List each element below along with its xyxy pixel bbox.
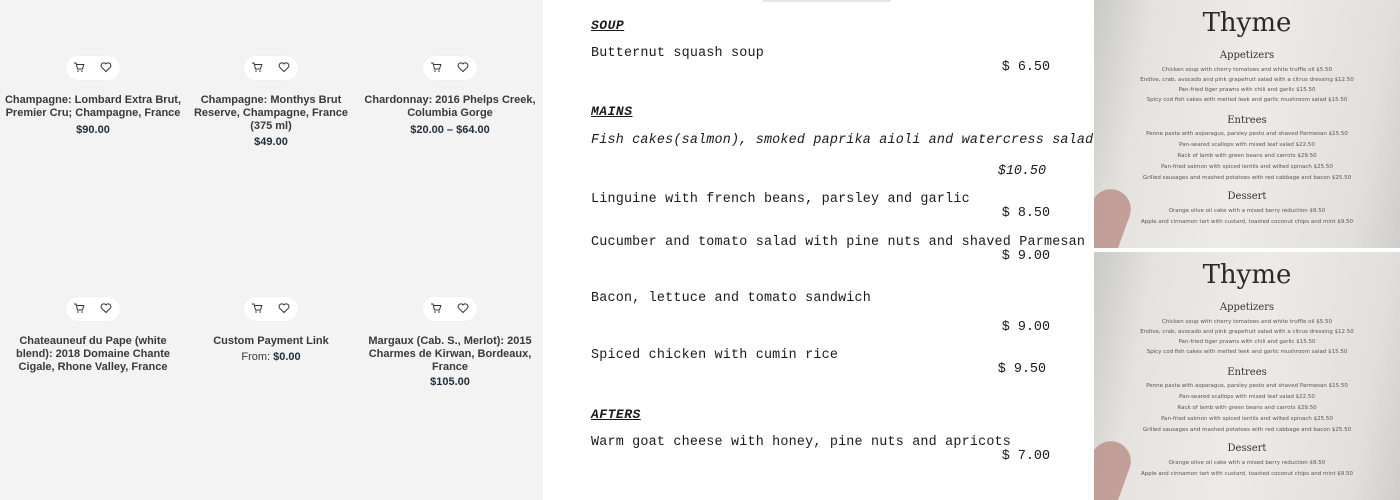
menu-item-name: Warm goat cheese with honey, pine nuts and apricots <box>591 435 1012 450</box>
product-actions <box>66 297 120 321</box>
product-title[interactable]: Margaux (Cab. S., Merlot): 2015 Charmes de Kirwan, Bordeaux, France <box>368 335 532 373</box>
photo-line: Spicy cod fish cakes with melted leek and garlic mushroom salad $15.50 <box>1146 349 1348 355</box>
photo-line: Grilled sausages and mashed potatoes with red cabbage and bacon $25.50 <box>1142 427 1352 433</box>
photo-heading-entrees: Entrees <box>1227 115 1267 126</box>
product-actions <box>244 56 298 80</box>
cart-icon[interactable] <box>430 61 444 75</box>
photo-heading-appetizers: Appetizers <box>1219 302 1275 313</box>
product-title[interactable]: Chardonnay: 2016 Phelps Creek, Columbia Gorge <box>364 94 536 119</box>
photo-line: Penne pasta with asparagus, parsley pesto and shaved Parmesan $15.50 <box>1146 131 1348 137</box>
cart-icon[interactable] <box>251 302 265 316</box>
menu-photo <box>1094 252 1400 500</box>
product-title[interactable]: Chateauneuf du Pape (white blend): 2018 Domaine Chante Cigale, Rhone Valley, France <box>15 335 171 373</box>
photo-heading-dessert: Dessert <box>1227 191 1267 202</box>
menu-item-price: $ 9.00 <box>1001 249 1050 264</box>
product-price: $20.00 – $64.00 <box>410 124 490 136</box>
restaurant-logo: Thyme <box>1202 260 1292 290</box>
photo-line: Endive, crab, avocado and pink grapefruit salad with a citrus dressing $12.50 <box>1140 77 1354 83</box>
divider <box>763 0 891 2</box>
menu-item-price: $10.50 <box>997 164 1046 179</box>
heart-icon[interactable] <box>278 61 292 75</box>
menu-item-price: $ 8.50 <box>1001 206 1050 221</box>
menu-item-name: Cucumber and tomato salad with pine nuts and shaved Parmesan <box>591 235 1086 250</box>
product-actions <box>66 56 120 80</box>
cart-icon[interactable] <box>73 302 87 316</box>
product-price: From: $0.00 <box>241 351 301 363</box>
photo-line: Pan-fried tiger prawns with chili and garlic $15.50 <box>1178 339 1316 345</box>
photo-line: Pan-fried salmon with spiced lentils and wilted spinach $25.50 <box>1161 416 1333 422</box>
heart-icon[interactable] <box>278 302 292 316</box>
menu-item-name: Butternut squash soup <box>591 46 764 61</box>
menu-item-price: $ 9.00 <box>1001 320 1050 335</box>
menu-item-name: Fish cakes(salmon), smoked paprika aioli and watercress salad <box>591 133 1094 148</box>
product-price: $105.00 <box>430 376 470 388</box>
heart-icon[interactable] <box>457 302 471 316</box>
menu-item-name: Linguine with french beans, parsley and garlic <box>591 192 970 207</box>
menu-item-price: $ 6.50 <box>1001 60 1050 75</box>
photo-line: Rack of lamb with green beans and carrots $29.50 <box>1177 405 1317 411</box>
photo-line: Grilled sausages and mashed potatoes with red cabbage and bacon $25.50 <box>1142 175 1352 181</box>
photo-line: Rack of lamb with green beans and carrots $29.50 <box>1177 153 1317 159</box>
photo-line: Orange olive oil cake with a mixed berry reduction $9.50 <box>1168 208 1326 214</box>
section-heading-mains: MAINS <box>591 104 633 119</box>
photo-line: Apple and cinnamon tart with custard, toasted coconut chips and mint $9.50 <box>1141 471 1353 477</box>
product-grid <box>0 0 543 500</box>
photo-line: Orange olive oil cake with a mixed berry reduction $9.50 <box>1168 460 1326 466</box>
section-heading-soup: SOUP <box>591 18 625 33</box>
product-actions <box>423 56 477 80</box>
product-price: $49.00 <box>254 136 288 148</box>
photo-heading-entrees: Entrees <box>1227 367 1267 378</box>
photo-heading-dessert: Dessert <box>1227 443 1267 454</box>
cart-icon[interactable] <box>430 302 444 316</box>
product-price: $90.00 <box>76 124 110 136</box>
text-menu <box>543 0 1094 500</box>
photo-heading-appetizers: Appetizers <box>1219 50 1275 61</box>
photo-line: Apple and cinnamon tart with custard, toasted coconut chips and mint $9.50 <box>1141 219 1353 225</box>
photo-line: Chicken soup with cherry tomatoes and white truffle oil $5.50 <box>1161 319 1333 325</box>
photo-line: Pan-seared scallops with mixed leaf salad $22.50 <box>1179 394 1315 400</box>
photo-line: Pan-fried salmon with spiced lentils and wilted spinach $25.50 <box>1161 164 1333 170</box>
restaurant-logo: Thyme <box>1202 8 1292 38</box>
section-heading-afters: AFTERS <box>591 407 641 422</box>
menu-photo <box>1094 0 1400 248</box>
photo-line: Pan-seared scallops with mixed leaf salad $22.50 <box>1179 142 1315 148</box>
product-title[interactable]: Champagne: Monthys Brut Reserve, Champagne, France (375 ml) <box>193 94 349 132</box>
menu-item-name: Bacon, lettuce and tomato sandwich <box>591 291 872 306</box>
product-actions <box>423 297 477 321</box>
photo-line: Chicken soup with cherry tomatoes and white truffle oil $5.50 <box>1161 67 1333 73</box>
photo-line: Spicy cod fish cakes with melted leek and garlic mushroom salad $15.50 <box>1146 97 1348 103</box>
menu-item-price: $ 7.00 <box>1001 449 1050 464</box>
product-title[interactable]: Custom Payment Link <box>213 335 329 347</box>
photo-line: Endive, crab, avocado and pink grapefruit salad with a citrus dressing $12.50 <box>1140 329 1354 335</box>
menu-item-price: $ 9.50 <box>997 362 1046 377</box>
heart-icon[interactable] <box>100 302 114 316</box>
photo-line: Penne pasta with asparagus, parsley pesto and shaved Parmesan $15.50 <box>1146 383 1348 389</box>
heart-icon[interactable] <box>457 61 471 75</box>
menu-item-name: Spiced chicken with cumin rice <box>591 348 839 363</box>
cart-icon[interactable] <box>73 61 87 75</box>
photo-line: Pan-fried tiger prawns with chili and garlic $15.50 <box>1178 87 1316 93</box>
product-actions <box>244 297 298 321</box>
product-title[interactable]: Champagne: Lombard Extra Brut, Premier Cru; Champagne, France <box>4 94 182 119</box>
cart-icon[interactable] <box>251 61 265 75</box>
heart-icon[interactable] <box>100 61 114 75</box>
